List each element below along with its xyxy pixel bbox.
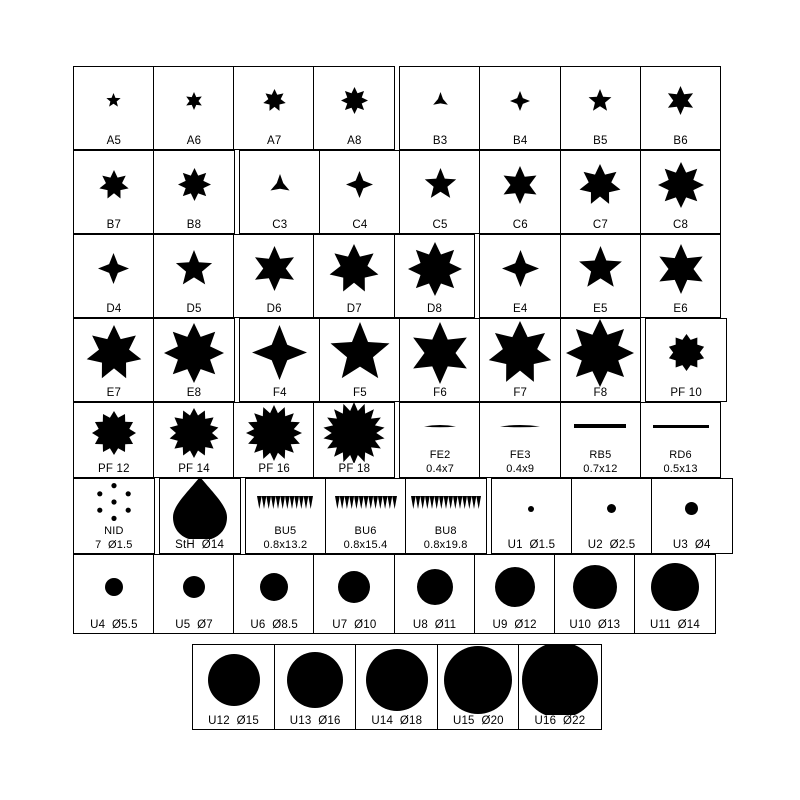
nozzle-shape-icon xyxy=(480,151,560,219)
nozzle-shape-icon xyxy=(314,67,394,135)
nozzle-shape-icon xyxy=(314,403,394,463)
nozzle-shape-icon xyxy=(275,645,356,715)
nozzle-cell[interactable] xyxy=(634,554,716,634)
nozzle-label: B4 xyxy=(513,134,528,147)
nozzle-shape-icon xyxy=(395,235,475,303)
nozzle-shape-icon xyxy=(240,151,320,219)
nozzle-size-label: 0.5x13 xyxy=(663,463,698,475)
nozzle-cell[interactable] xyxy=(479,318,561,402)
nozzle-cell[interactable] xyxy=(479,66,561,150)
nozzle-label: U7 Ø10 xyxy=(332,618,377,631)
nozzle-cell[interactable] xyxy=(560,402,642,478)
nozzle-label: C7 xyxy=(592,218,608,231)
nozzle-shape-icon xyxy=(519,645,600,715)
nozzle-size-label: 7 Ø1.5 xyxy=(95,539,133,551)
nozzle-shape-icon xyxy=(193,645,274,715)
nozzle-label: A7 xyxy=(266,134,282,147)
nozzle-cell[interactable] xyxy=(399,318,481,402)
nozzle-shape-icon xyxy=(475,555,555,619)
nozzle-shape-icon xyxy=(74,235,154,303)
nozzle-label: U10 Ø13 xyxy=(569,618,621,631)
chart-row xyxy=(73,478,733,554)
nozzle-shape-icon xyxy=(326,479,406,525)
nozzle-cell[interactable] xyxy=(233,554,315,634)
nozzle-label: B8 xyxy=(186,218,202,231)
nozzle-label: A5 xyxy=(106,134,122,147)
nozzle-cell[interactable] xyxy=(73,66,155,150)
nozzle-label: C4 xyxy=(352,218,368,231)
nozzle-shape-icon xyxy=(160,479,240,539)
nozzle-label: B5 xyxy=(593,134,608,147)
nozzle-cell[interactable] xyxy=(640,234,722,318)
nozzle-shape-icon xyxy=(400,403,480,449)
nozzle-label: U12 Ø15 xyxy=(208,714,259,727)
nozzle-shape-icon xyxy=(314,235,394,303)
nozzle-cell[interactable] xyxy=(313,66,395,150)
nozzle-size-label: 0.8x19.8 xyxy=(423,539,468,551)
nozzle-cell[interactable] xyxy=(153,554,235,634)
nozzle-shape-icon xyxy=(561,235,641,303)
nozzle-cell[interactable] xyxy=(153,150,235,234)
nozzle-label: E8 xyxy=(186,386,202,399)
nozzle-cell[interactable] xyxy=(474,554,556,634)
nozzle-label: RD6 xyxy=(669,449,692,461)
nozzle-label: StH Ø14 xyxy=(175,538,225,551)
nozzle-cell[interactable] xyxy=(560,66,642,150)
nozzle-shape-icon xyxy=(154,555,234,619)
nozzle-shape-icon xyxy=(356,645,437,715)
nozzle-cell[interactable] xyxy=(73,402,155,478)
nozzle-label: NID xyxy=(104,525,124,537)
chart-group xyxy=(159,478,241,554)
nozzle-cell[interactable] xyxy=(153,234,235,318)
nozzle-label: BU8 xyxy=(434,525,457,537)
nozzle-label: B3 xyxy=(432,134,448,147)
nozzle-shape-icon xyxy=(561,151,641,219)
nozzle-shape-icon xyxy=(555,555,635,619)
nozzle-shape-icon xyxy=(320,319,400,387)
nozzle-cell[interactable] xyxy=(73,554,155,634)
chart-group xyxy=(399,402,721,478)
nozzle-shape-icon xyxy=(572,479,652,539)
nozzle-label: U14 Ø18 xyxy=(371,714,423,727)
nozzle-shape-icon xyxy=(480,403,560,449)
nozzle-label: BU5 xyxy=(274,525,297,537)
nozzle-cell[interactable] xyxy=(233,66,315,150)
chart-row xyxy=(73,66,721,150)
chart-group xyxy=(399,66,721,150)
nozzle-cell[interactable] xyxy=(73,234,155,318)
chart-row xyxy=(73,318,727,402)
nozzle-cell[interactable] xyxy=(319,150,401,234)
nozzle-shape-icon xyxy=(635,555,715,619)
chart-group xyxy=(491,478,733,554)
nozzle-label: A8 xyxy=(347,134,362,147)
nozzle-cell[interactable] xyxy=(399,150,481,234)
nozzle-label: U3 Ø4 xyxy=(672,538,711,551)
nozzle-cell[interactable] xyxy=(153,402,235,478)
nozzle-label: U1 Ø1.5 xyxy=(507,538,556,551)
nozzle-cell[interactable] xyxy=(399,66,481,150)
nozzle-label: A6 xyxy=(186,134,202,147)
nozzle-label: PF 10 xyxy=(670,386,702,399)
nozzle-label: B6 xyxy=(673,134,688,147)
nozzle-shape-icon xyxy=(480,319,560,387)
nozzle-label: F7 xyxy=(513,386,528,399)
nozzle-shape-icon xyxy=(240,319,320,387)
nozzle-shape-icon xyxy=(74,403,154,463)
chart-row xyxy=(73,554,716,634)
nozzle-shape-icon xyxy=(561,403,641,449)
nozzle-cell[interactable] xyxy=(394,234,476,318)
nozzle-cell[interactable] xyxy=(192,644,275,730)
nozzle-label: C3 xyxy=(272,218,288,231)
nozzle-label: PF 18 xyxy=(338,462,371,475)
nozzle-cell[interactable] xyxy=(560,234,642,318)
nozzle-cell[interactable] xyxy=(554,554,636,634)
nozzle-cell[interactable] xyxy=(394,554,476,634)
nozzle-label: E6 xyxy=(673,302,688,315)
nozzle-cell[interactable] xyxy=(153,66,235,150)
chart-group xyxy=(73,478,155,554)
nozzle-shape-icon xyxy=(74,319,154,387)
nozzle-shape-icon xyxy=(154,151,234,219)
nozzle-shape-icon xyxy=(400,151,480,219)
nozzle-label: U9 Ø12 xyxy=(492,618,537,631)
nozzle-label: E5 xyxy=(593,302,608,315)
nozzle-label: U11 Ø14 xyxy=(649,618,700,631)
nozzle-label: C5 xyxy=(432,218,448,231)
nozzle-label: PF 14 xyxy=(178,462,210,475)
nozzle-size-label: 0.4x7 xyxy=(426,463,455,475)
nozzle-label: U13 Ø16 xyxy=(289,714,341,727)
nozzle-cell[interactable] xyxy=(274,644,357,730)
nozzle-shape-icon xyxy=(646,319,726,387)
nozzle-label: PF 16 xyxy=(258,462,291,475)
nozzle-label: FE3 xyxy=(509,449,531,461)
nozzle-label: F5 xyxy=(353,386,367,399)
chart-row xyxy=(192,644,602,730)
nozzle-shape-icon xyxy=(400,67,480,135)
nozzle-label: U5 Ø7 xyxy=(175,618,213,631)
nozzle-shape-icon xyxy=(652,479,732,539)
chart-group xyxy=(73,150,235,234)
chart-group xyxy=(239,318,641,402)
nozzle-shape-icon xyxy=(74,555,154,619)
nozzle-label: BU6 xyxy=(354,525,377,537)
nozzle-cell[interactable] xyxy=(640,150,722,234)
nozzle-cell[interactable] xyxy=(491,478,573,554)
nozzle-shape-icon xyxy=(641,67,721,135)
nozzle-label: U6 Ø8.5 xyxy=(250,618,298,631)
nozzle-shape-icon xyxy=(438,645,519,715)
nozzle-label: F8 xyxy=(593,386,608,399)
nozzle-cell[interactable] xyxy=(479,234,561,318)
nozzle-shape-icon xyxy=(246,479,326,525)
nozzle-cell[interactable] xyxy=(313,234,395,318)
nozzle-cell[interactable] xyxy=(73,318,155,402)
nozzle-cell[interactable] xyxy=(571,478,653,554)
nozzle-cell[interactable] xyxy=(159,478,241,554)
chart-row xyxy=(73,402,721,478)
nozzle-shape-icon xyxy=(406,479,486,525)
nozzle-shape-icon xyxy=(320,151,400,219)
nozzle-size-label: 0.4x9 xyxy=(506,463,535,475)
nozzle-label: U2 Ø2.5 xyxy=(587,538,636,551)
nozzle-shape-icon xyxy=(74,479,154,525)
nozzle-label: RB5 xyxy=(589,449,612,461)
nozzle-cell[interactable] xyxy=(233,234,315,318)
nozzle-label: D5 xyxy=(186,302,202,315)
nozzle-label: D4 xyxy=(106,302,122,315)
nozzle-cell[interactable] xyxy=(239,150,321,234)
nozzle-cell[interactable] xyxy=(325,478,407,554)
nozzle-label: PF 12 xyxy=(98,462,130,475)
nozzle-shape-icon xyxy=(74,67,154,135)
nozzle-label: D8 xyxy=(426,302,443,315)
chart-group xyxy=(479,234,721,318)
nozzle-label: F6 xyxy=(433,386,447,399)
nozzle-cell[interactable] xyxy=(153,318,235,402)
nozzle-label: U4 Ø5.5 xyxy=(90,618,138,631)
nozzle-cell[interactable] xyxy=(640,402,722,478)
nozzle-shape-icon xyxy=(561,67,641,135)
nozzle-shape-icon xyxy=(395,555,475,619)
nozzle-shape-icon xyxy=(314,555,394,619)
chart-group xyxy=(73,554,716,634)
nozzle-shape-icon xyxy=(641,235,721,303)
chart-group xyxy=(73,66,395,150)
nozzle-label: C6 xyxy=(512,218,528,231)
nozzle-shape-icon xyxy=(400,319,480,387)
nozzle-label: U16 Ø22 xyxy=(534,714,586,727)
nozzle-size-label: 0.8x13.2 xyxy=(263,539,308,551)
nozzle-shape-icon xyxy=(154,319,234,387)
nozzle-shape-icon xyxy=(561,319,641,387)
nozzle-shape-icon xyxy=(154,235,234,303)
nozzle-shape-icon xyxy=(641,403,721,449)
nozzle-label: E4 xyxy=(513,302,528,315)
nozzle-cell[interactable] xyxy=(73,150,155,234)
nozzle-label: D7 xyxy=(346,302,362,315)
nozzle-cell[interactable] xyxy=(640,66,722,150)
nozzle-cell[interactable] xyxy=(437,644,520,730)
chart-group xyxy=(645,318,727,402)
nozzle-cell[interactable] xyxy=(355,644,438,730)
nozzle-size-label: 0.8x15.4 xyxy=(343,539,388,551)
chart-group xyxy=(245,478,487,554)
nozzle-cell[interactable] xyxy=(405,478,487,554)
nozzle-cell[interactable] xyxy=(560,318,642,402)
nozzle-label: B7 xyxy=(106,218,122,231)
nozzle-shape-icon xyxy=(154,403,234,463)
nozzle-label: U15 Ø20 xyxy=(452,714,504,727)
nozzle-cell[interactable] xyxy=(479,402,561,478)
chart-group xyxy=(192,644,602,730)
nozzle-label: E7 xyxy=(106,386,122,399)
nozzle-size-label: 0.7x12 xyxy=(583,463,618,475)
nozzle-shape-icon xyxy=(154,67,234,135)
nozzle-cell[interactable] xyxy=(518,644,601,730)
nozzle-cell[interactable] xyxy=(233,402,315,478)
nozzle-cell[interactable] xyxy=(399,402,481,478)
nozzle-shape-icon xyxy=(234,403,314,463)
nozzle-label: C8 xyxy=(673,218,689,231)
nozzle-shape-icon xyxy=(234,235,314,303)
nozzle-label: FE2 xyxy=(429,449,451,461)
nozzle-label: U8 Ø11 xyxy=(412,618,457,631)
nozzle-cell[interactable] xyxy=(651,478,733,554)
nozzle-shape-icon xyxy=(641,151,721,219)
chart-row xyxy=(73,234,721,318)
nozzle-cell[interactable] xyxy=(319,318,401,402)
nozzle-cell[interactable] xyxy=(245,478,327,554)
nozzle-shape-icon xyxy=(492,479,572,539)
nozzle-label: D6 xyxy=(266,302,282,315)
nozzle-cell[interactable] xyxy=(73,478,155,554)
nozzle-label: F4 xyxy=(272,386,287,399)
nozzle-cell[interactable] xyxy=(313,554,395,634)
nozzle-cell[interactable] xyxy=(313,402,395,478)
nozzle-cell[interactable] xyxy=(645,318,727,402)
nozzle-shape-icon xyxy=(480,67,560,135)
nozzle-cell[interactable] xyxy=(479,150,561,234)
chart-group xyxy=(239,150,722,234)
nozzle-cell[interactable] xyxy=(239,318,321,402)
nozzle-cell[interactable] xyxy=(560,150,642,234)
chart-group xyxy=(73,318,235,402)
nozzle-shape-icon xyxy=(74,151,154,219)
nozzle-shape-icon xyxy=(234,555,314,619)
chart-row xyxy=(73,150,721,234)
nozzle-shape-icon xyxy=(234,67,314,135)
nozzle-shape-icon xyxy=(480,235,560,303)
chart-group xyxy=(73,402,395,478)
chart-group xyxy=(73,234,475,318)
